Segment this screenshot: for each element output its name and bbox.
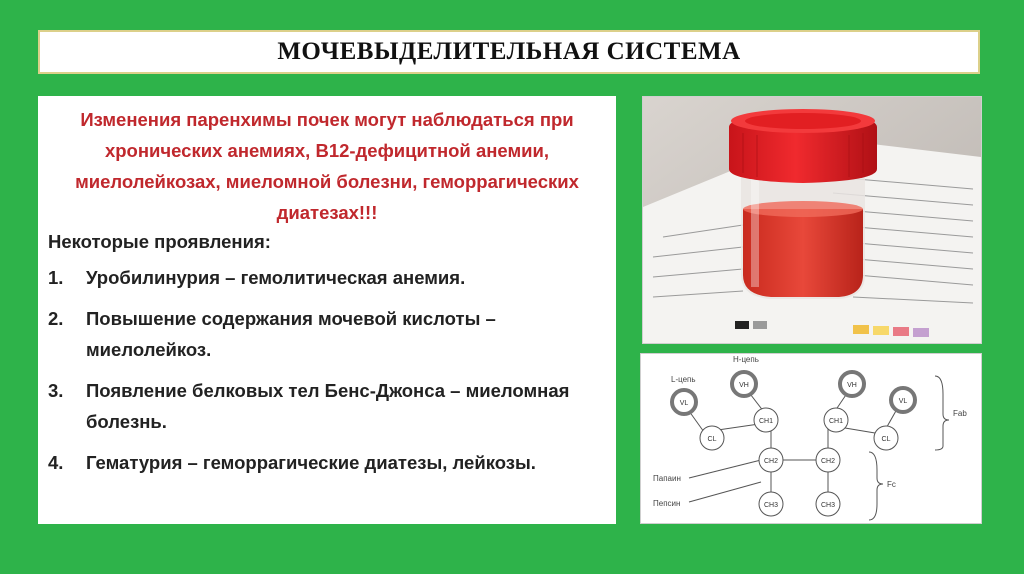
list-item-text: Появление белковых тел Бенс-Джонса – миеломная болезнь.: [86, 380, 570, 432]
ch3-label-left: CH3: [763, 502, 779, 509]
ch1-label-right: CH1: [828, 418, 844, 425]
slide-title: МОЧЕВЫДЕЛИТЕЛЬНАЯ СИСТЕМА: [277, 38, 741, 65]
list-item-number: 1.: [48, 267, 64, 288]
fab-label: Fab: [953, 409, 967, 418]
intro-text: Изменения паренхимы почек могут наблюдаться при хронических анемиях, В12-дефицитной анемии, миелолейкозах, миеломной болезни, геморрагических диатезах!!!: [75, 109, 579, 223]
vl-label-left: VL: [679, 400, 689, 407]
h-chain-label: Н-цепь: [733, 355, 759, 364]
ch2-label-right: CH2: [820, 458, 836, 465]
subheading: Некоторые проявления:: [48, 231, 271, 252]
list-item: [48, 303, 606, 365]
ch2-label-left: CH2: [763, 458, 779, 465]
list-item: [48, 262, 606, 293]
text-panel: [38, 96, 616, 524]
list-item-number: 2.: [48, 308, 64, 329]
vh-label-right: VH: [847, 382, 857, 389]
cl-label-right: CL: [881, 436, 891, 443]
title-bar: [38, 30, 980, 74]
urine-sample-photo: [642, 96, 982, 344]
fc-label: Fc: [887, 480, 896, 489]
vl-label-right: VL: [898, 398, 908, 405]
list-item-number: 4.: [48, 452, 64, 473]
list-item-text: Повышение содержания мочевой кислоты – миелолейкоз.: [86, 308, 496, 360]
list-item: [48, 447, 606, 478]
list-item-number: 3.: [48, 380, 64, 401]
manifestations-list: [48, 262, 606, 478]
ch1-label-left: CH1: [758, 418, 774, 425]
vh-label-left: VH: [739, 382, 749, 389]
pepsin-label: Пепсин: [653, 499, 681, 508]
l-chain-label: L-цепь: [671, 375, 696, 384]
list-item: [48, 375, 606, 437]
antibody-diagram: [640, 353, 982, 524]
list-item-text: Гематурия – геморрагические диатезы, лейкозы.: [86, 452, 536, 473]
urine-container-illustration: [643, 97, 981, 343]
immunoglobulin-structure-diagram: [641, 354, 981, 523]
cl-label-left: CL: [707, 436, 717, 443]
ch3-label-right: CH3: [820, 502, 836, 509]
list-item-text: Уробилинурия – гемолитическая анемия.: [86, 267, 466, 288]
papain-label: Папаин: [653, 474, 681, 483]
